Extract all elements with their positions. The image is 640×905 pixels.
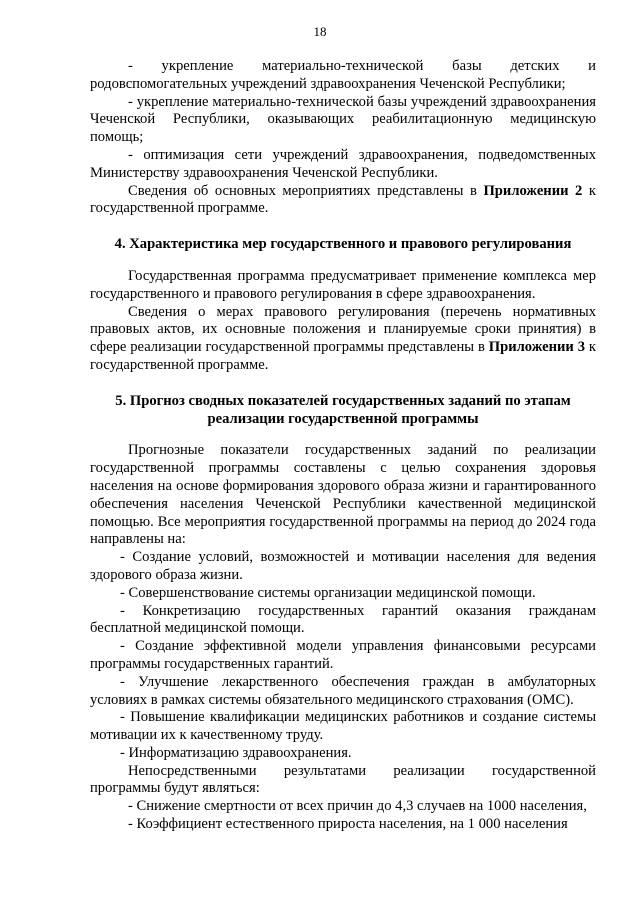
list-item: - Коэффициент естественного прироста населения, на 1 000 населения: [128, 816, 568, 833]
list-item: - Конкретизацию государственных гарантий оказания гражданам бесплатной медицинской помощи.: [90, 602, 596, 637]
paragraph: Прогнозные показатели государственных заданий по реализации государственной программы составлены с целью сохранения здоровья населения на основе формирования здорового образа жизни и гарантированного обеспечения населения Чеченской Республики качественной медицинской помощью. Все мероприятия государственной программы на период до 2024 года направлены на:: [90, 442, 596, 548]
appendix-ref: Приложении 2: [483, 182, 583, 199]
page-number: 18: [313, 24, 327, 39]
list-item: - Совершенствование системы организации медицинской помощи.: [120, 584, 536, 601]
paragraph-text: Сведения о мерах правового регулирования (перечень нормативных правовых актов, их основные положения и планируемые сроки принятия) в сфере реализации государственной программы представлены в: [90, 303, 596, 356]
list-item: - оптимизация сети учреждений здравоохранения, подведомственных Министерству здравоохранения Чеченской Республики.: [90, 146, 596, 181]
section-5-heading: 5. Прогноз сводных показателей государственных заданий по этапам реализации государственной программы: [115, 392, 571, 427]
paragraph: [90, 304, 596, 375]
list-item: - Повышение квалификации медицинских работников и создание системы мотивации их к качественному труду.: [90, 709, 596, 744]
note-text: к государственной программе.: [90, 182, 596, 217]
activities-note: [90, 183, 596, 219]
section-4-heading: 4. Характеристика мер государственного и правового регулирования: [114, 236, 572, 253]
list-item: - Создание условий, возможностей и мотивации населения для ведения здорового образа жизни.: [90, 549, 596, 583]
list-item: - Создание эффективной модели управления финансовыми ресурсами программы государственных гарантий.: [90, 638, 596, 672]
paragraph: Государственная программа предусматривает применение комплекса мер государственного и правового регулирования в сфере здравоохранения.: [90, 267, 596, 302]
paragraph: Непосредственными результатами реализации государственной программы будут являться:: [90, 762, 596, 797]
document-body: [90, 58, 596, 834]
note-text: Сведения об основных мероприятиях представлены в: [128, 182, 484, 199]
list-item: - Снижение смертности от всех причин до 4,3 случаев на 1000 населения,: [128, 798, 587, 815]
list-item: - Информатизацию здравоохранения.: [120, 744, 352, 761]
list-item: - укрепление материально-технической базы учреждений здравоохранения Чеченской Республики, оказывающих реабилитационную медицинскую помощь;: [90, 93, 596, 146]
appendix-ref: Приложении 3: [488, 339, 586, 356]
paragraph-text: к государственной программе.: [90, 339, 596, 373]
list-item: - укрепление материально-технической базы детских и родовспомогательных учреждений здравоохранения Чеченской Республики;: [90, 58, 596, 92]
list-item: - Улучшение лекарственного обеспечения граждан в амбулаторных условиях в рамках системы обязательного медицинского страхования (ОМС).: [90, 673, 596, 708]
